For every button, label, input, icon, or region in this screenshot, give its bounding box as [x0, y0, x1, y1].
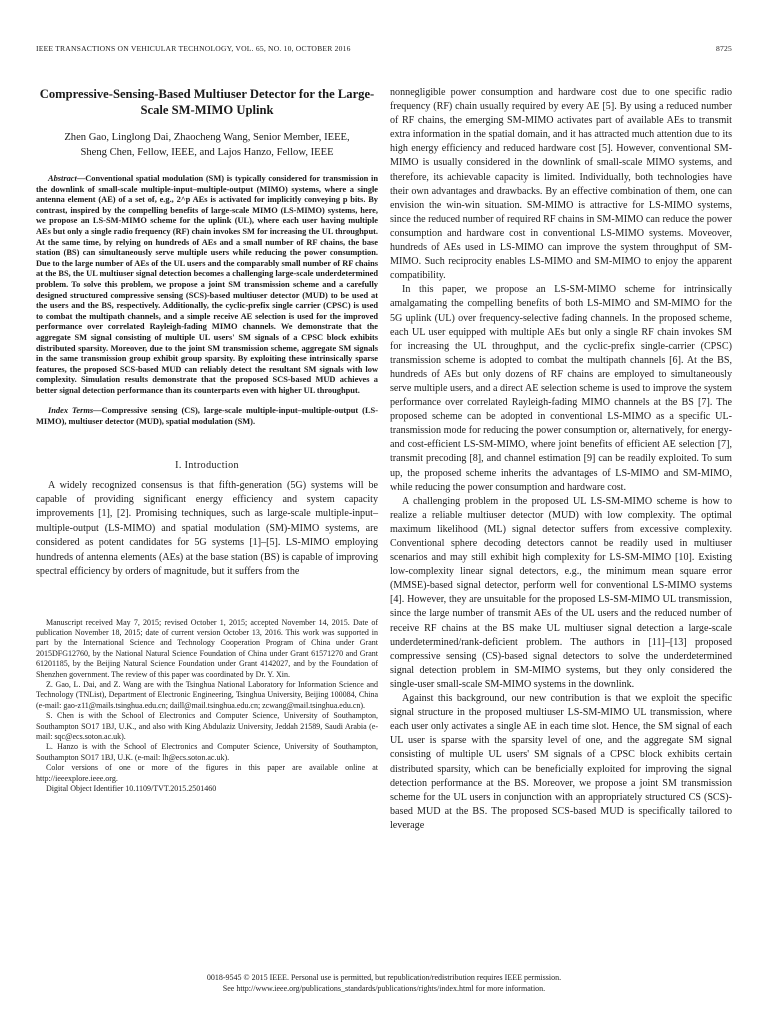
footnote-affiliation-hanzo: L. Hanzo is with the School of Electronics and Computer Science, University of Southampton, Southampton SO17 1BJ, U.K. (e-mail: lh@ecs.soton.ac.uk). [36, 742, 378, 762]
author-list [36, 130, 378, 160]
body-paragraph-2: In this paper, we propose an LS-SM-MIMO scheme for intrinsically amalgamating the compelling benefits of both LS-MIMO and SM-MIMO for the 5G uplink (UL) over frequency-selective fading channels. In the proposed scheme, each UL user equipped with multiple AEs but only a single RF chain invokes SM for increasing the UL throughput, and the cyclic-prefix single-carrier (CPSC) transmission scheme is adopted to combat the multipath channels [6]. At the BS, hundreds of AEs but only dozens of RF chains are employed to simultaneously serve multiple users, and a direct AE selection scheme is used to improve the system performance over correlated Rayleigh-fading MIMO channels at the BS [7]. The proposed scheme can be adopted in conventional LS-MIMO as a specific UL-transmission mode for reducing the power consumption or, alternatively, for energy- and cost-efficient LS-SM-MIMO, where joint benefits of efficient AE selection [7], transmit precoding [8], and channel estimation [9] can be readily exploited. To sum up, the proposed scheme inherits the advantages of LS-MIMO and SM-MIMO, while reducing the power consumption and hardware cost. [390, 284, 732, 493]
footnote-manuscript: Manuscript received May 7, 2015; revised October 1, 2015; accepted November 14, 2015. Date of publication November 18, 2015; date of current version October 13, 2016. This work was supported in part by the International Science and Technology Cooperation Program of China under Grant 2015DFG12760, by the National Natural Science Foundation of China under Grant 61571270 and Grant 61201185, by the Beijing Natural Science Foundation under Grant 4142027, and by the Foundation of Shenzhen government. The review of this paper was coordinated by Dr. Y. Xin. [36, 617, 378, 679]
running-header [36, 44, 732, 53]
journal-name: IEEE TRANSACTIONS ON VEHICULAR TECHNOLOGY, VOL. 65, NO. 10, OCTOBER 2016 [36, 44, 351, 53]
intro-paragraph: A widely recognized consensus is that fifth-generation (5G) systems will be capable of providing significant energy efficiency and system capacity improvements [1], [2]. Promising techniques, such as large-scale multiple-input–multiple-output (LS-MIMO) and spatial modulation (SM)-MIMO systems, are considered as potent candidates for 5G systems [1]–[5]. LS-MIMO employing hundreds of antenna elements (AEs) at the base station (BS) is capable of improving spectral efficiency by orders of magnitude, but it suffers from the [36, 479, 378, 578]
right-column [390, 86, 732, 833]
authors-line-2: Sheng Chen, Fellow, IEEE, and Lajos Hanzo, Fellow, IEEE [80, 147, 334, 158]
rights-url-line: See http://www.ieee.org/publications_standards/publications/rights/index.html for more information. [222, 984, 546, 993]
index-terms-text: Compressive sensing (CS), large-scale multiple-input–multiple-output (LS-MIMO), multiuser detector (MUD), spatial modulation (SM). [36, 406, 379, 427]
body-paragraph-4: Against this background, our new contribution is that we exploit the specific signal structure in the proposed multiuser LS-SM-MIMO UL transmission, where each user only activates a single AE in each time slot. Hence, the SM signal of each UL user is sparse with the sparsity level of one, and the aggregate SM signal consisting of multiple UL users' SM signals of a CPSC block exhibits certain distributed sparsity, which can be beneficially exploited for improving the signal detection performance at the BS. Moreover, we propose a joint SM transmission scheme for the UL users in conjunction with an appropriately structured CS (SCS)-based MUD at the BS. The proposed SCS-based MUD is specifically tailored to leverage [390, 693, 732, 831]
index-terms-label: Index Terms— [48, 406, 102, 416]
abstract [36, 174, 378, 396]
body-paragraph-3: A challenging problem in the proposed UL LS-SM-MIMO scheme is how to realize a reliable multiuser detector (MUD) with low complexity. The optimal maximum likelihood (ML) signal detector suffers from excessive complexity. Conventional sphere decoding detectors cannot be readily used in multiuser scenarios and may still exhibit high complexity for LS-SM-MIMO [10]. Existing low-complexity linear signal detectors, e.g., the minimum mean square error (MMSE)-based signal detector, perform well for conventional LS-MIMO systems [4]. However, they are unsuitable for the proposed LS-SM-MIMO UL transmission, since the large number of transmit AEs of the UL users and the reduced number of receive RF chains at the BS make UL multiuser signal detection a large-scale underdetermined/rank-deficient problem. The authors in [11]–[13] proposed compressive sensing (CS)-based signal detectors to solve the underdetermined signal detection problem in SM-MIMO systems, but they only considered the single-user small-scale SM-MIMO systems in the downlink. [390, 495, 732, 690]
paper-title: Compressive-Sensing-Based Multiuser Detector for the Large-Scale SM-MIMO Uplink [39, 87, 375, 117]
authors-line-1: Zhen Gao, Linglong Dai, Zhaocheng Wang, Senior Member, IEEE, [64, 132, 350, 143]
index-terms [36, 406, 378, 427]
copyright-line: 0018-9545 © 2015 IEEE. Personal use is permitted, but republication/redistribution requires IEEE permission. [206, 973, 562, 982]
body-paragraph-1: nonnegligible power consumption and hardware cost due to one specific radio frequency (RF) chain usually required by every AE [5]. By using a reduced number of RF chains, the emerging SM-MIMO activates part of available AEs to transmit extra information in the spatial domain, and it has attracted much attention due to its high energy efficiency and reduced hardware cost [5]. However, conventional SM-MIMO is usually considered in the downlink of small-scale MIMO systems, and therefore, its achievable capacity is limited. Individually, both technologies have their own advantages and drawbacks. By an effective combination of them, one can envision the win-win situation. SM-MIMO is attractive for LS-MIMO systems, since the reduced number of required RF chains in SM-MIMO can reduce the power consumption and hardware cost in conventional LS-MIMO systems. Moveover, hundreds of AEs used in LS-MIMO can improve the system throughput of SM-MIMO. Such reciprocity enables LS-MIMO and SM-MIMO to enjoy the apparent compatibility. [390, 87, 732, 282]
page-number: 8725 [716, 44, 732, 53]
section-heading: I. Introduction [175, 459, 239, 471]
footnote-doi: Digital Object Identifier 10.1109/TVT.2015.2501460 [46, 784, 217, 793]
left-column [36, 86, 378, 794]
footnote-affiliation-tsinghua: Z. Gao, L. Dai, and Z. Wang are with the Tsinghua National Laboratory for Information Science and Technology (TNList), Department of Electronic Engineering, Tsinghua University, Beijing 100084, China (e-mail: gao-z11@mails.tsinghua.edu.cn; daill@mail.tsinghua.edu.cn; zcwang@mail.tsinghua.edu.cn). [36, 679, 378, 710]
footnote-affiliation-chen: S. Chen is with the School of Electronics and Computer Science, University of Southampton, Southampton SO17 1BJ, U.K., and also with King Abdulaziz University, Jeddah 21589, Saudi Arabia (e-mail: sqc@ecs.soton.ac.uk). [36, 711, 378, 741]
footnote-color-versions: Color versions of one or more of the figures in this paper are available online at http://ieeexplore.ieee.org. [36, 763, 378, 783]
footnotes [36, 618, 378, 795]
abstract-label: Abstract— [48, 174, 86, 183]
abstract-text: Conventional spatial modulation (SM) is typically considered for transmission in the downlink of small-scale multiple-input–multiple-output (MIMO) systems, where a single antenna element (AE) of a set of, e.g., 2^p AEs is activated for implicitly conveying p bits. By contrast, inspired by the compelling benefits of large-scale MIMO (LS-MIMO) systems, here, we propose an LS-SM-MIMO scheme for the uplink (UL), where each user having multiple AEs but only a single radio frequency (RF) chain invokes SM for increasing the UL throughput. At the same time, by relying on hundreds of AEs and a small number of RF chains, the base station (BS) can simultaneously serve multiple users while reducing the power consumption. Due to the large number of AEs of the UL users and the comparably small number of RF chains at the BS, the UL multiuser signal detection becomes a challenging large-scale underdetermined problem. To solve this problem, we propose a joint SM transmission scheme and a carefully designed structured compressive sensing (SCS)-based multiuser detector (MUD) to be used at the users and the BS, respectively. Additionally, the cyclic-prefix single carrier (CPSC) is used to combat the multipath channels, and a simple receive AE selection is used for the improved performance over correlated Rayleigh-fading MIMO channels. We demonstrate that the aggregate SM signal consisting of multiple UL users' SM signals of a CPSC block exhibits distributed sparsity. Moreover, due to the joint SM transmission scheme, aggregate SM signals in the same transmission group exhibit group sparsity. By exploiting these intrinsically sparse features, the proposed SCS-based MUD can reliably detect the resultant SM signals with low complexity. Simulation results demonstrate that the proposed SCS-based MUD achieves a better signal detection performance than its counterparts even with higher UL throughput. [36, 174, 378, 395]
copyright-footer [0, 972, 768, 994]
